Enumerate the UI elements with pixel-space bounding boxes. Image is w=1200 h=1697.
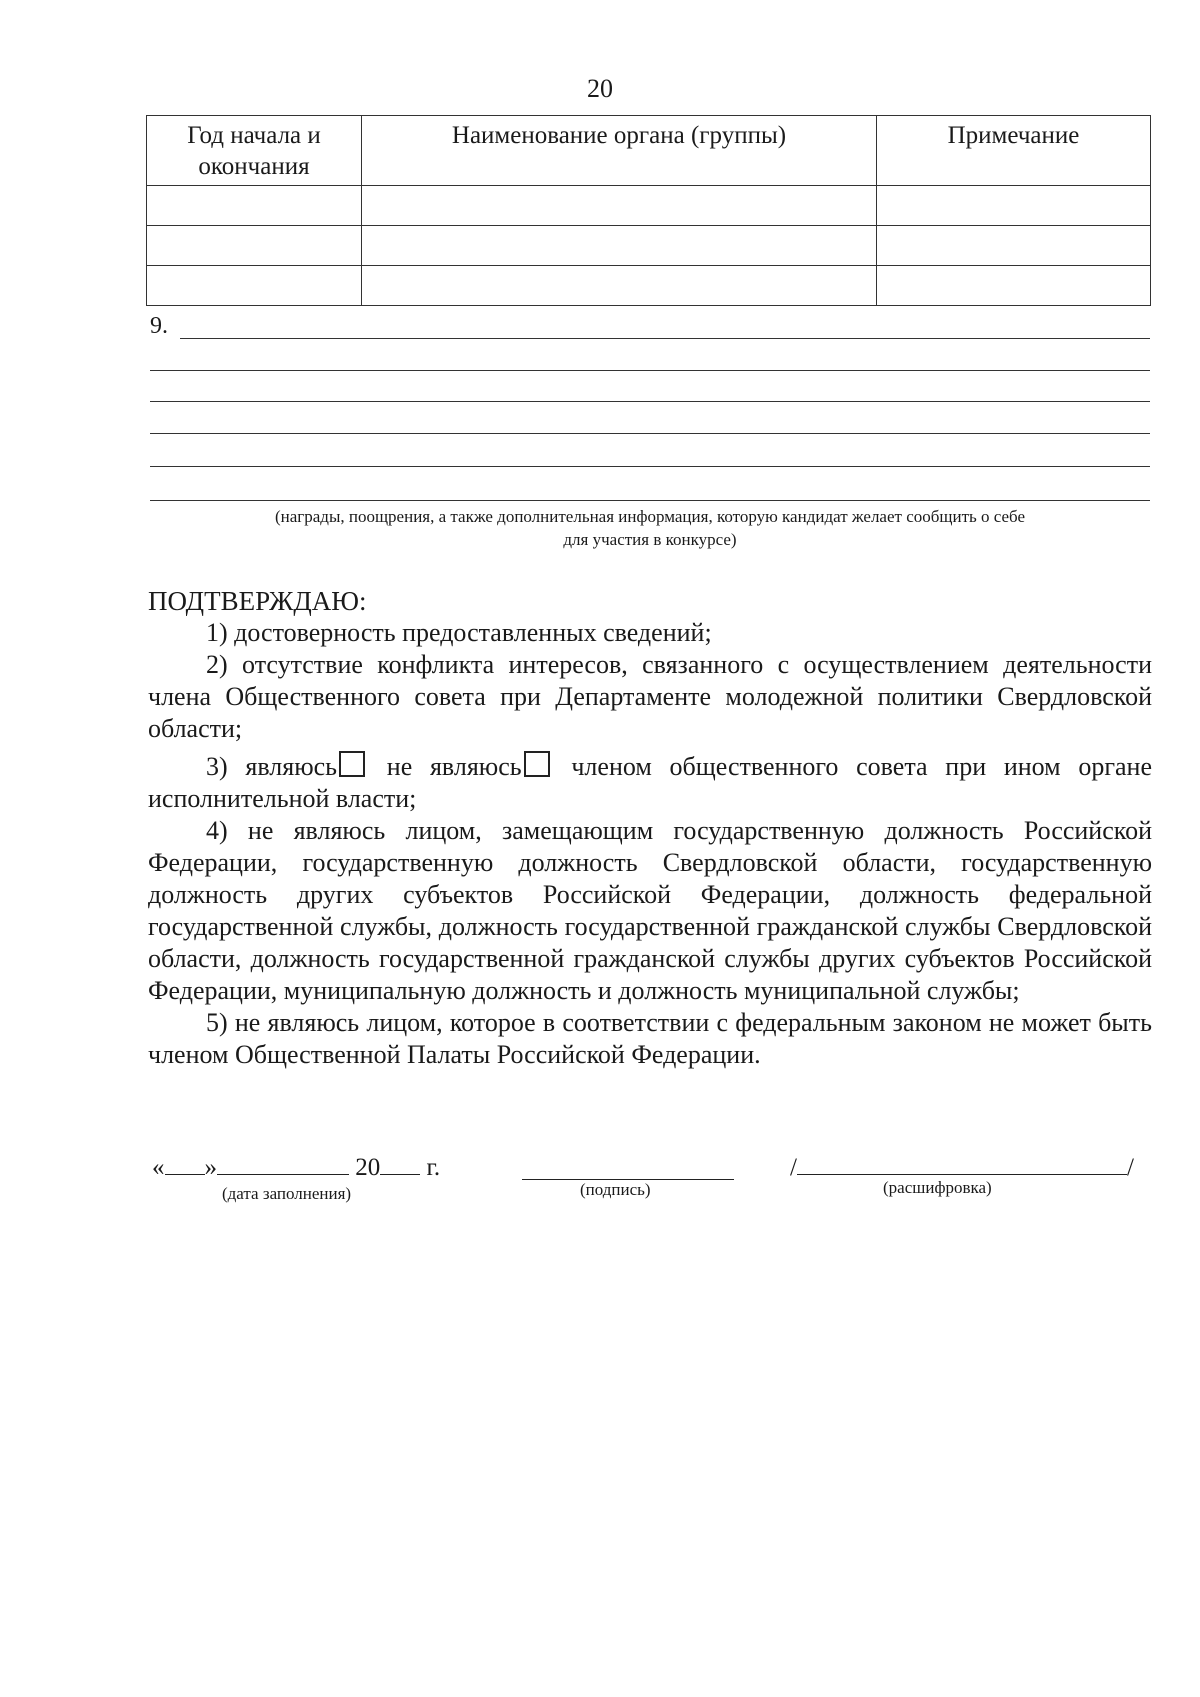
year-prefix: 20: [355, 1154, 381, 1181]
table-row: [147, 226, 1151, 266]
table-cell[interactable]: [877, 226, 1151, 266]
signature-caption: (подпись): [580, 1180, 651, 1199]
year-blank[interactable]: [380, 1152, 420, 1175]
activity-table: [146, 115, 1151, 306]
is-member-checkbox[interactable]: [339, 751, 365, 777]
section-9-line[interactable]: [150, 401, 1150, 402]
month-blank[interactable]: [217, 1152, 349, 1175]
confirm-item-3: [148, 751, 1152, 815]
table-cell[interactable]: [877, 186, 1151, 226]
year-suffix: г.: [426, 1154, 441, 1181]
slash-left: /: [790, 1154, 797, 1181]
signature-blank[interactable]: [522, 1157, 734, 1180]
table-cell[interactable]: [147, 226, 362, 266]
confirm-heading: ПОДТВЕРЖДАЮ:: [148, 586, 367, 616]
page-number: 20: [587, 74, 613, 103]
confirm-item-2: 2) отсутствие конфликта интересов, связанного с осуществлением деятельности члена Общественного совета при Департаменте молодежной политики Свердловской области;: [148, 650, 1152, 743]
section-9-line[interactable]: [150, 466, 1150, 467]
table-cell[interactable]: [877, 266, 1151, 306]
item-3-middle: не являюсь: [386, 752, 522, 781]
date-caption: (дата заполнения): [222, 1184, 352, 1203]
decode-blank[interactable]: [797, 1152, 1127, 1175]
section-9-line[interactable]: [180, 338, 1150, 339]
confirmation-section: [148, 585, 1152, 1071]
confirm-item-4: 4) не являюсь лицом, замещающим государственную должность Российской Федерации, государственную должность Свердловской области, государственную должность других субъектов Российской Федерации, должность федеральной государственной службы, должность государственной гражданской службы Свердловской области, должность государственной гражданской службы других субъектов Российской Федерации, муниципальную должность и должность муниципальной службы;: [148, 816, 1152, 1005]
quote-open: «: [152, 1154, 165, 1181]
item-3-prefix: 3) являюсь: [206, 752, 338, 781]
confirm-item-5: 5) не являюсь лицом, которое в соответствии с федеральным законом не может быть членом Общественной Палаты Российской Федерации.: [148, 1008, 1152, 1069]
table-cell[interactable]: [147, 266, 362, 306]
header-organ-name: Наименование органа (группы): [362, 116, 877, 186]
section-9-line[interactable]: [150, 433, 1150, 434]
table-header-row: [147, 116, 1151, 186]
section-9-caption-line1: (награды, поощрения, а также дополнительная информация, которую кандидат желает сообщить о себе: [274, 507, 1026, 526]
header-note: Примечание: [877, 116, 1151, 186]
table-cell[interactable]: [362, 226, 877, 266]
section-9-label: 9.: [150, 313, 168, 339]
header-years: Год начала и окончания: [147, 116, 362, 186]
table-cell[interactable]: [362, 186, 877, 226]
item-3-suffix: членом общественного совета при ином органе исполнительной власти;: [148, 752, 1153, 813]
date-field: [152, 1152, 440, 1182]
table-cell[interactable]: [147, 186, 362, 226]
section-9-line[interactable]: [150, 370, 1150, 371]
quote-close: »: [204, 1154, 217, 1181]
confirm-item-1: 1) достоверность предоставленных сведений;: [206, 618, 712, 647]
is-not-member-checkbox[interactable]: [524, 751, 550, 777]
section-9-caption-line2: для участия в конкурсе): [563, 530, 737, 549]
day-blank[interactable]: [165, 1152, 205, 1175]
decode-caption: (расшифровка): [883, 1178, 992, 1197]
slash-right: /: [1126, 1154, 1134, 1181]
table-row: [147, 186, 1151, 226]
section-9-line[interactable]: [150, 500, 1150, 501]
table-cell[interactable]: [362, 266, 877, 306]
table-row: [147, 266, 1151, 306]
